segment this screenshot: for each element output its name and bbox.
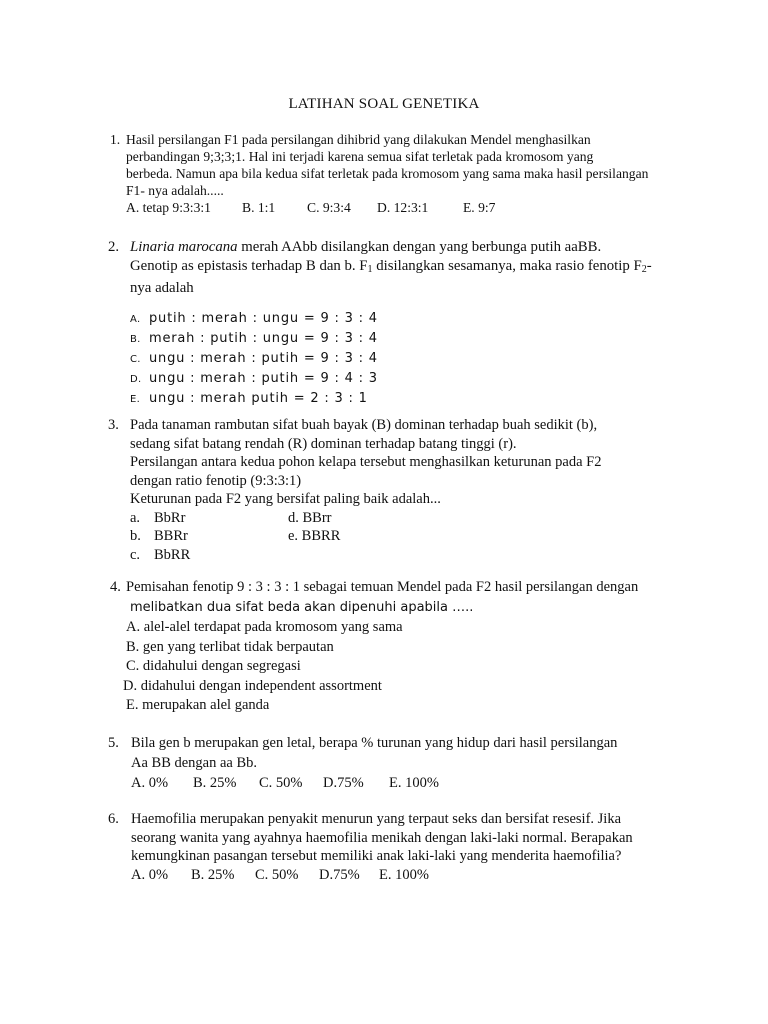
option-c: C. 50% bbox=[255, 866, 299, 883]
question-line: Persilangan antara kedua pohon kelapa tersebut menghasilkan keturunan pada F2 bbox=[130, 454, 602, 470]
question-line: dengan ratio fenotip (9:3:3:1) bbox=[130, 472, 302, 489]
question-number: 1. bbox=[110, 132, 121, 147]
option-a: A. 0% bbox=[131, 775, 169, 791]
option-row bbox=[130, 527, 668, 546]
option-a: A. 0% bbox=[131, 866, 169, 883]
option-e: E. 100% bbox=[389, 775, 439, 791]
option-e: E. 9:7 bbox=[463, 200, 496, 215]
option-letter: D. bbox=[130, 374, 142, 385]
option-c: C. didahului dengan segregasi bbox=[126, 658, 301, 674]
option-a: BbRr bbox=[154, 509, 186, 526]
option-d: D.75% bbox=[323, 775, 364, 791]
question-line: kemungkinan pasangan tersebut memiliki anak laki-laki yang menderita haemofilia? bbox=[131, 848, 622, 864]
answer-options bbox=[131, 866, 668, 885]
question-line: Bila gen b merupakan gen letal, berapa % turunan yang hidup dari hasil persilangan bbox=[131, 735, 618, 751]
option-b: B. 1:1 bbox=[242, 200, 276, 215]
answer-options bbox=[108, 309, 668, 409]
question-number: 6. bbox=[108, 811, 119, 827]
question-5 bbox=[108, 733, 668, 793]
question-1 bbox=[110, 131, 670, 216]
subscript: 2 bbox=[641, 264, 647, 275]
question-2 bbox=[108, 238, 668, 409]
species-name: Linaria marocana bbox=[130, 239, 238, 255]
option-e bbox=[130, 389, 668, 409]
question-line: melibatkan dua sifat beda akan dipenuhi apabila ….. bbox=[130, 599, 474, 615]
option-c: C. 50% bbox=[259, 775, 303, 791]
option-text: merah : putih : ungu = 9 : 3 : 4 bbox=[149, 331, 378, 346]
subscript: 1 bbox=[367, 264, 373, 275]
option-letter: C. bbox=[130, 354, 141, 365]
option-letter: E. bbox=[130, 394, 141, 405]
question-number: 2. bbox=[108, 239, 120, 255]
question-6 bbox=[108, 810, 668, 884]
question-line: seorang wanita yang ayahnya haemofilia menikah dengan laki-laki normal. Berapakan bbox=[131, 829, 633, 846]
answer-options bbox=[131, 773, 668, 793]
question-number: 5. bbox=[108, 735, 119, 751]
question-line: Hasil persilangan F1 pada persilangan dihibrid yang dilakukan Mendel menghasilkan bbox=[126, 132, 591, 147]
question-number: 4. bbox=[110, 579, 121, 595]
option-b: B. gen yang terlibat tidak berpautan bbox=[126, 638, 334, 655]
option-letter: a. bbox=[130, 509, 141, 526]
question-4 bbox=[110, 578, 670, 716]
option-d: D. 12:3:1 bbox=[377, 200, 429, 215]
option-b: B. 25% bbox=[191, 866, 235, 883]
question-line bbox=[130, 257, 668, 279]
question-line bbox=[130, 238, 668, 257]
option-letter: b. bbox=[130, 528, 141, 544]
question-line: Keturunan pada F2 yang bersifat paling baik adalah... bbox=[130, 491, 441, 507]
option-b: B. 25% bbox=[193, 775, 237, 791]
option-d: d. BBrr bbox=[288, 509, 332, 526]
option-a: A. tetap 9:3:3:1 bbox=[126, 200, 211, 215]
option-text: putih : merah : ungu = 9 : 3 : 4 bbox=[149, 311, 378, 326]
option-d bbox=[130, 369, 668, 389]
option-a: A. alel-alel terdapat pada kromosom yang sama bbox=[126, 619, 403, 635]
question-text: disilangkan sesamanya, maka rasio fenotip F bbox=[372, 258, 642, 274]
option-letter: A. bbox=[130, 314, 141, 325]
answer-options bbox=[126, 199, 670, 216]
question-number: 3. bbox=[108, 417, 119, 433]
option-text: ungu : merah putih = 2 : 3 : 1 bbox=[149, 391, 368, 406]
option-row bbox=[130, 509, 668, 528]
option-e: e. BBRR bbox=[288, 528, 341, 544]
question-line: Haemofilia merupakan penyakit menurun yang terpaut seks dan bersifat resesif. Jika bbox=[131, 811, 622, 827]
option-d: D. didahului dengan independent assortment bbox=[123, 677, 382, 694]
question-line: F1- nya adalah..... bbox=[126, 183, 224, 198]
answer-options bbox=[110, 618, 670, 716]
option-text: ungu : merah : putih = 9 : 4 : 3 bbox=[149, 371, 378, 386]
option-c bbox=[130, 349, 668, 369]
option-c: C. 9:3:4 bbox=[307, 200, 351, 215]
question-line: Pada tanaman rambutan sifat buah bayak (B) dominan terhadap buah sedikit (b), bbox=[130, 417, 598, 433]
question-line: sedang sifat batang rendah (R) dominan terhadap batang tinggi (r). bbox=[130, 435, 517, 452]
question-text: - bbox=[646, 258, 652, 274]
option-e: E. 100% bbox=[379, 866, 429, 883]
question-line: perbandingan 9;3;3;1. Hal ini terjadi karena semua sifat terletak pada kromosom yang bbox=[126, 149, 594, 164]
option-text: ungu : merah : putih = 9 : 3 : 4 bbox=[149, 351, 378, 366]
question-line: Pemisahan fenotip 9 : 3 : 3 : 1 sebagai temuan Mendel pada F2 hasil persilangan dengan bbox=[126, 579, 639, 595]
option-letter: B. bbox=[130, 334, 141, 345]
question-line: Aa BB dengan aa Bb. bbox=[131, 755, 258, 771]
question-text: Genotip as epistasis terhadap B dan b. F bbox=[130, 258, 368, 274]
page-title: LATIHAN SOAL GENETIKA bbox=[288, 96, 480, 112]
question-3 bbox=[108, 416, 668, 564]
question-text: merah AAbb disilangkan dengan yang berbunga putih aaBB. bbox=[237, 239, 602, 255]
option-letter: c. bbox=[130, 546, 141, 563]
option-d: D.75% bbox=[319, 866, 360, 883]
question-line: nya adalah bbox=[130, 280, 194, 296]
question-line: berbeda. Namun apa bila kedua sifat terletak pada kromosom yang sama maka hasil persilangan bbox=[126, 166, 649, 181]
option-row bbox=[130, 546, 668, 565]
answer-options bbox=[108, 509, 668, 565]
option-a bbox=[130, 309, 668, 329]
option-c: BbRR bbox=[154, 546, 191, 563]
option-b bbox=[130, 329, 668, 349]
option-b: BBRr bbox=[154, 528, 188, 544]
option-e: E. merupakan alel ganda bbox=[126, 697, 270, 713]
